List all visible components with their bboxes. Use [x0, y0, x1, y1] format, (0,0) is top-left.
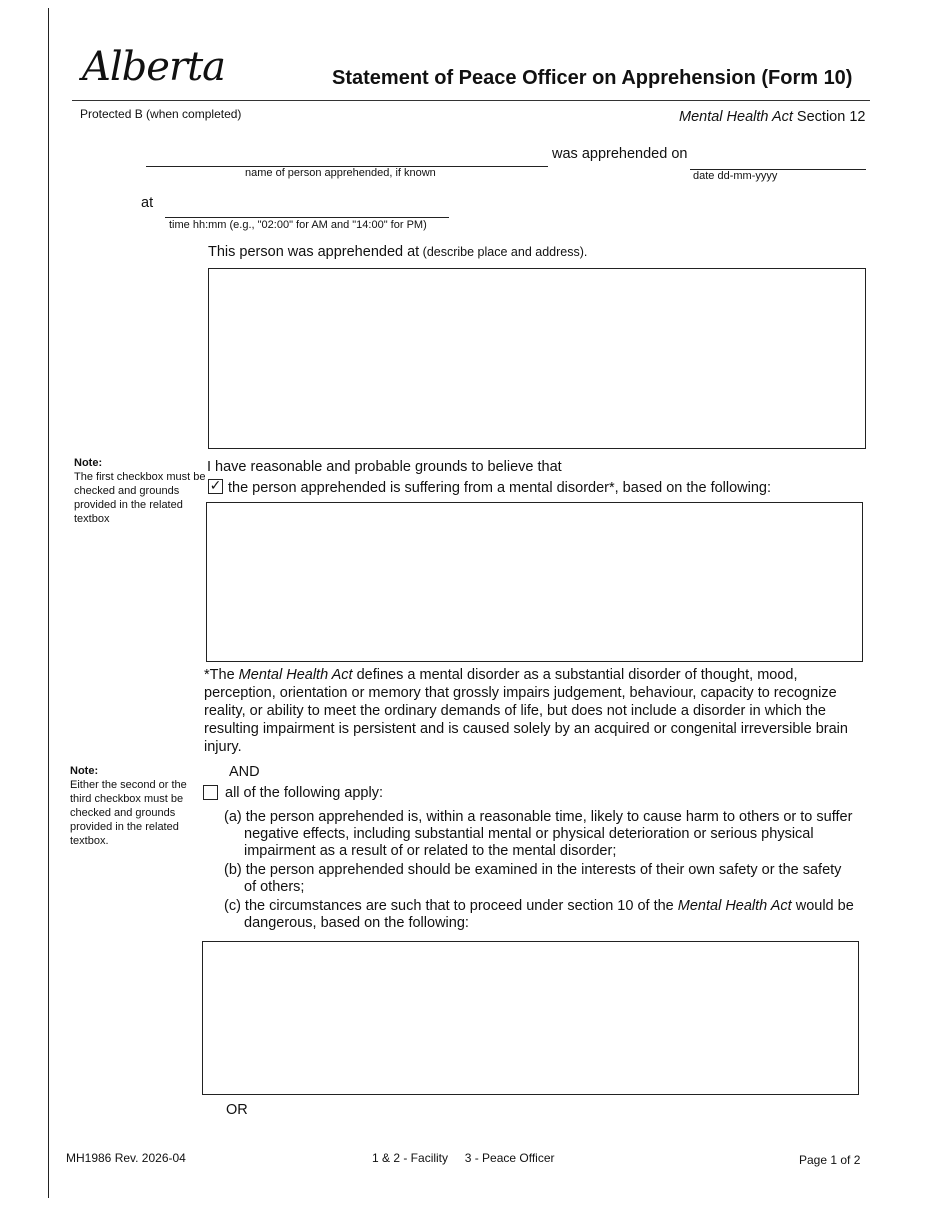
mental-disorder-definition	[204, 666, 864, 756]
or-label: OR	[226, 1102, 248, 1118]
place-prompt-paren: (describe place and address).	[419, 245, 588, 259]
note-title: Note:	[70, 765, 99, 777]
list-item-b: (b) the person apprehended should be examined in the interests of their own safety or the safety of others;	[224, 862, 842, 895]
all-following-apply-checkbox[interactable]	[203, 785, 218, 800]
name-caption: name of person apprehended, if known	[245, 167, 436, 179]
item-c-prefix: (c) the circumstances are such that to proceed under section 10 of the	[224, 898, 678, 914]
mental-disorder-textbox[interactable]	[206, 502, 863, 662]
item-c-suffix: would be dangerous, based on the following:	[244, 898, 854, 931]
distribution-note: 1 & 2 - Facility 3 - Peace Officer	[372, 1151, 555, 1165]
note-second-third-checkbox	[70, 764, 202, 848]
act-reference	[679, 109, 865, 125]
at-label: at	[141, 195, 154, 211]
definition-act: Mental Health Act	[238, 667, 353, 683]
list-item-a: (a) the person apprehended is, within a reasonable time, likely to cause harm to others or to suffer negative effects, including substantial mental or physical deterioration or serious physical impairment as a result of or related to the mental disorder;	[224, 809, 853, 859]
header-divider	[72, 100, 870, 101]
note-title: Note:	[74, 457, 103, 469]
all-following-apply-label: all of the following apply:	[225, 785, 383, 801]
time-caption: time hh:mm (e.g., "02:00" for AM and "14:00" for PM)	[169, 219, 427, 231]
and-label: AND	[229, 764, 260, 780]
circumstances-textbox[interactable]	[202, 941, 859, 1095]
form-number: MH1986 Rev. 2026-04	[66, 1151, 186, 1165]
place-prompt-main: This person was apprehended at	[208, 244, 420, 260]
definition-prefix: *The	[204, 667, 239, 683]
mental-disorder-checkbox[interactable]: ✓	[209, 478, 222, 494]
item-c-act: Mental Health Act	[677, 898, 792, 914]
note-text: The first checkbox must be checked and grounds provided in the related textbox	[74, 471, 206, 525]
apprehended-on-label: was apprehended on	[552, 146, 688, 162]
note-first-checkbox	[74, 456, 206, 526]
place-prompt	[208, 244, 587, 260]
mental-disorder-label: the person apprehended is suffering from a mental disorder*, based on the following:	[228, 480, 772, 496]
date-caption: date dd-mm-yyyy	[693, 170, 778, 182]
place-textbox[interactable]	[208, 268, 866, 449]
act-name: Mental Health Act	[679, 109, 793, 125]
definition-text: defines a mental disorder as a substantial disorder of thought, mood, perception, orientation or memory that grossly impairs judgement, behaviour, capacity to recognize reality, or ability to meet the ordinary demands of life, but does not include a disorder in which the resulting impairment is persistent and is caused solely by an acquired or congenital irreversible brain injury.	[204, 667, 848, 755]
act-section: Section 12	[792, 109, 866, 125]
page-number: Page 1 of 2	[799, 1153, 861, 1167]
time-field[interactable]	[165, 217, 449, 218]
left-margin-rule	[48, 8, 49, 1198]
note-text: Either the second or the third checkbox must be checked and grounds provided in the related textbox.	[70, 779, 187, 847]
alberta-logo: Alberta	[82, 44, 225, 90]
list-item-c	[224, 898, 856, 932]
form-title: Statement of Peace Officer on Apprehension (Form 10)	[332, 67, 853, 89]
grounds-intro: I have reasonable and probable grounds to believe that	[207, 459, 562, 475]
protected-label: Protected B (when completed)	[80, 107, 242, 121]
